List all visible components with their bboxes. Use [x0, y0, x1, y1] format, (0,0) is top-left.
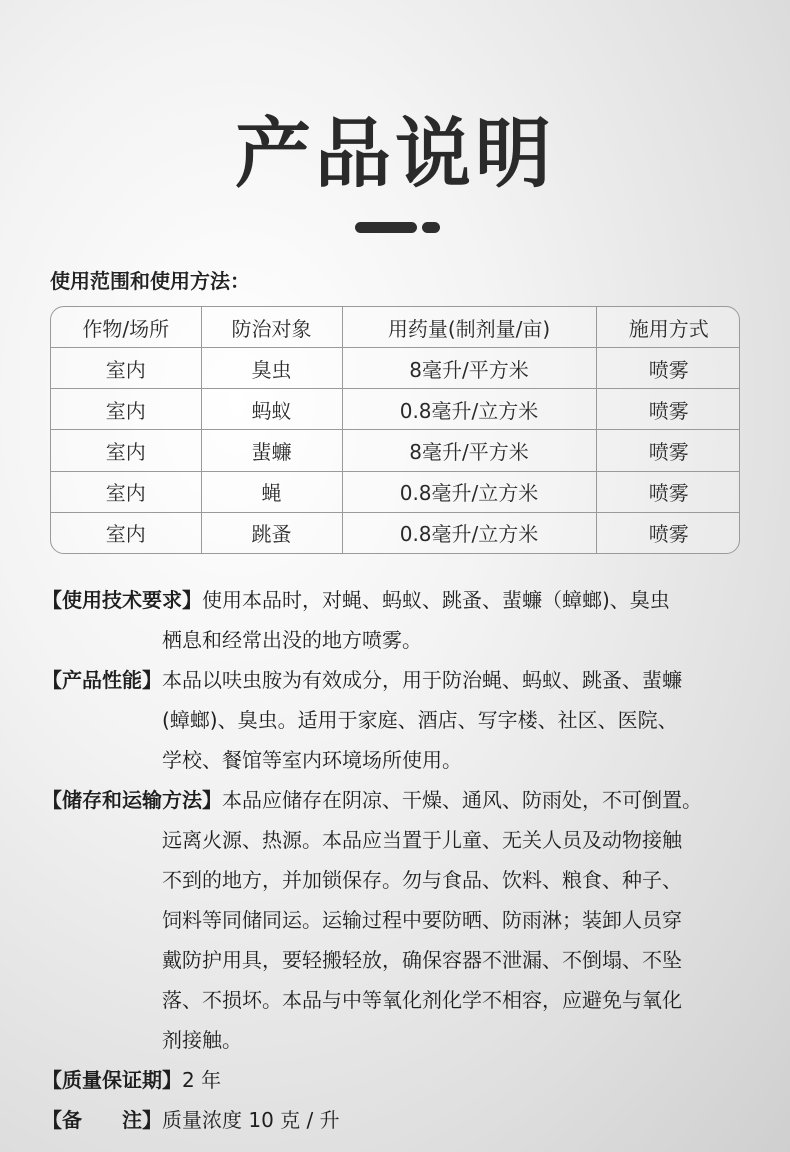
- section-text: 剂接触。: [162, 1028, 242, 1052]
- cell-site: 室内: [51, 389, 201, 430]
- section-text: 戴防护用具，要轻搬轻放，确保容器不泄漏、不倒塌、不坠: [162, 948, 682, 972]
- usage-table: [50, 306, 740, 554]
- table-row: [51, 512, 740, 553]
- cell-dosage: 8毫升/平方米: [342, 430, 596, 471]
- section-text: 饲料等同储同运。运输过程中要防晒、防雨淋；装卸人员穿: [162, 908, 682, 932]
- table-row: [51, 471, 740, 512]
- cell-method: 喷雾: [596, 430, 740, 471]
- header-application-method: 施用方式: [596, 307, 740, 348]
- section-text: 2 年: [182, 1068, 222, 1092]
- cell-method: 喷雾: [596, 348, 740, 389]
- section-text: 栖息和经常出没的地方喷雾。: [162, 628, 422, 652]
- header-target-pest: 防治对象: [201, 307, 342, 348]
- cell-pest: 蜚蠊: [201, 430, 342, 471]
- title-divider-short: [422, 222, 440, 233]
- section-text: 不到的地方，并加锁保存。勿与食品、饮料、粮食、种子、: [162, 868, 682, 892]
- section-technical-requirements: [42, 580, 752, 660]
- cell-dosage: 0.8毫升/立方米: [342, 389, 596, 430]
- cell-pest: 臭虫: [201, 348, 342, 389]
- section-text: 使用本品时，对蝇、蚂蚁、跳蚤、蜚蠊（蟑螂)、臭虫: [202, 588, 670, 612]
- section-storage-transport: [42, 780, 752, 1060]
- cell-method: 喷雾: [596, 471, 740, 512]
- section-label: 【使用技术要求】: [42, 588, 202, 612]
- cell-site: 室内: [51, 471, 201, 512]
- section-remarks: [42, 1100, 752, 1140]
- cell-dosage: 0.8毫升/立方米: [342, 512, 596, 553]
- section-text: (蟑螂)、臭虫。适用于家庭、酒店、写字楼、社区、医院、: [162, 708, 678, 732]
- title-divider-long: [355, 222, 417, 233]
- section-text: 学校、餐馆等室内环境场所使用。: [162, 748, 462, 772]
- section-label: 【产品性能】: [42, 668, 162, 692]
- cell-site: 室内: [51, 512, 201, 553]
- table-row: [51, 389, 740, 430]
- usage-scope-heading: 使用范围和使用方法：: [50, 269, 250, 293]
- section-product-performance: [42, 660, 752, 780]
- cell-method: 喷雾: [596, 389, 740, 430]
- section-text: 落、不损坏。本品与中等氧化剂化学不相容，应避免与氧化: [162, 988, 682, 1012]
- section-text: 远离火源、热源。本品应当置于儿童、无关人员及动物接触: [162, 828, 682, 852]
- cell-dosage: 8毫升/平方米: [342, 348, 596, 389]
- table-row: [51, 430, 740, 471]
- section-label: 【储存和运输方法】: [42, 788, 222, 812]
- section-text: 本品应储存在阴凉、干燥、通风、防雨处，不可倒置。: [222, 788, 702, 812]
- section-text: 本品以呋虫胺为有效成分，用于防治蝇、蚂蚁、跳蚤、蜚蠊: [162, 668, 682, 692]
- header-crop-site: 作物/场所: [51, 307, 201, 348]
- cell-site: 室内: [51, 348, 201, 389]
- section-label: 【备 注】: [42, 1108, 162, 1132]
- cell-method: 喷雾: [648, 522, 689, 547]
- table-row: [51, 348, 740, 389]
- cell-pest: 蚂蚁: [201, 389, 342, 430]
- cell-pest: 蝇: [201, 471, 342, 512]
- page-title: 产品说明: [235, 109, 555, 198]
- section-label: 【质量保证期】: [42, 1068, 182, 1092]
- cell-dosage: 0.8毫升/立方米: [342, 471, 596, 512]
- table-header-row: [51, 307, 740, 348]
- section-text: 质量浓度 10 克 / 升: [162, 1108, 340, 1132]
- header-dosage: 用药量(制剂量/亩): [342, 307, 596, 348]
- section-warranty: [42, 1060, 752, 1100]
- cell-pest: 跳蚤: [201, 512, 342, 553]
- cell-site: 室内: [51, 430, 201, 471]
